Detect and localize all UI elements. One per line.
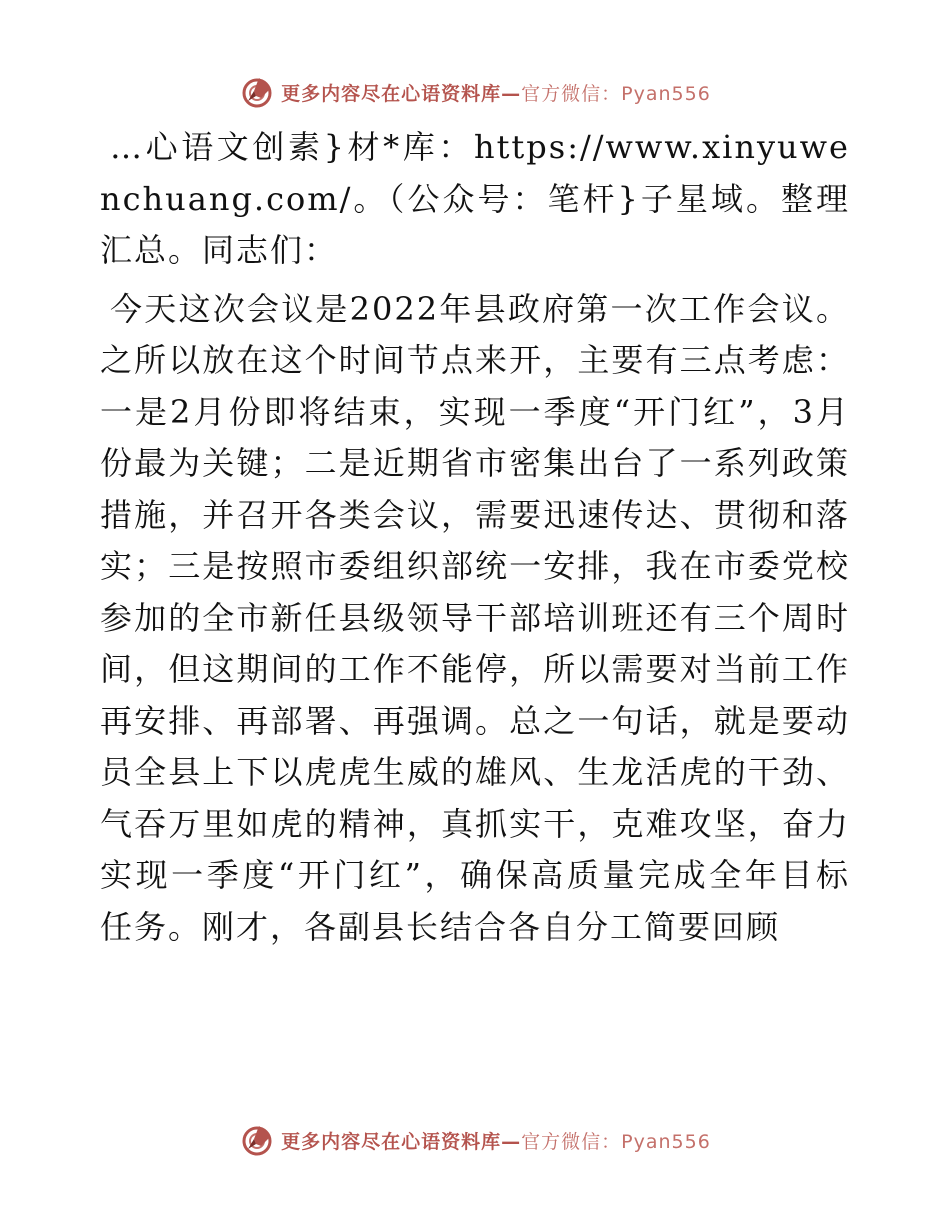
pen-circle-logo-icon <box>239 74 275 110</box>
header-watermark-banner <box>0 72 950 112</box>
watermark-main-text: 更多内容尽在心语资料库— <box>281 82 522 105</box>
watermark-wechat-text: 官方微信：Pyan556 <box>521 1130 711 1153</box>
watermark-wechat-text: 官方微信：Pyan556 <box>521 82 711 105</box>
paragraph-intro: …心语文创素}材*库：https://www.xinyuwenchuang.com/。（公众号：笔杆}子星域。整理汇总。同志们： <box>100 128 850 269</box>
pen-circle-logo-icon <box>239 1122 275 1158</box>
paragraph-main: 今天这次会议是2022年县政府第一次工作会议。之所以放在这个时间节点来开，主要有三点考虑：一是2月份即将结束，实现一季度“开门红”，3月份最为关键；二是近期省市密集出台了一系列政策措施，并召开各类会议，需要迅速传达、贯彻和落实；三是按照市委组织部统一安排，我在市委党校参加的全市新任县级领导干部培训班还有三个周时间，但这期间的工作不能停，所以需要对当前工作再安排、再部署、再强调。总之一句话，就是要动员全县上下以虎虎生威的雄风、生龙活虎的干劲、气吞万里如虎的精神，真抓实干，克难攻坚，奋力实现一季度“开门红”，确保高质量完成全年目标任务。刚才，各副县长结合各自分工简要回顾 <box>100 289 850 946</box>
watermark-main-text: 更多内容尽在心语资料库— <box>281 1130 522 1153</box>
footer-watermark-banner <box>0 1120 950 1160</box>
watermark-text <box>281 79 711 106</box>
document-body <box>100 122 850 953</box>
watermark-text <box>281 1127 711 1154</box>
